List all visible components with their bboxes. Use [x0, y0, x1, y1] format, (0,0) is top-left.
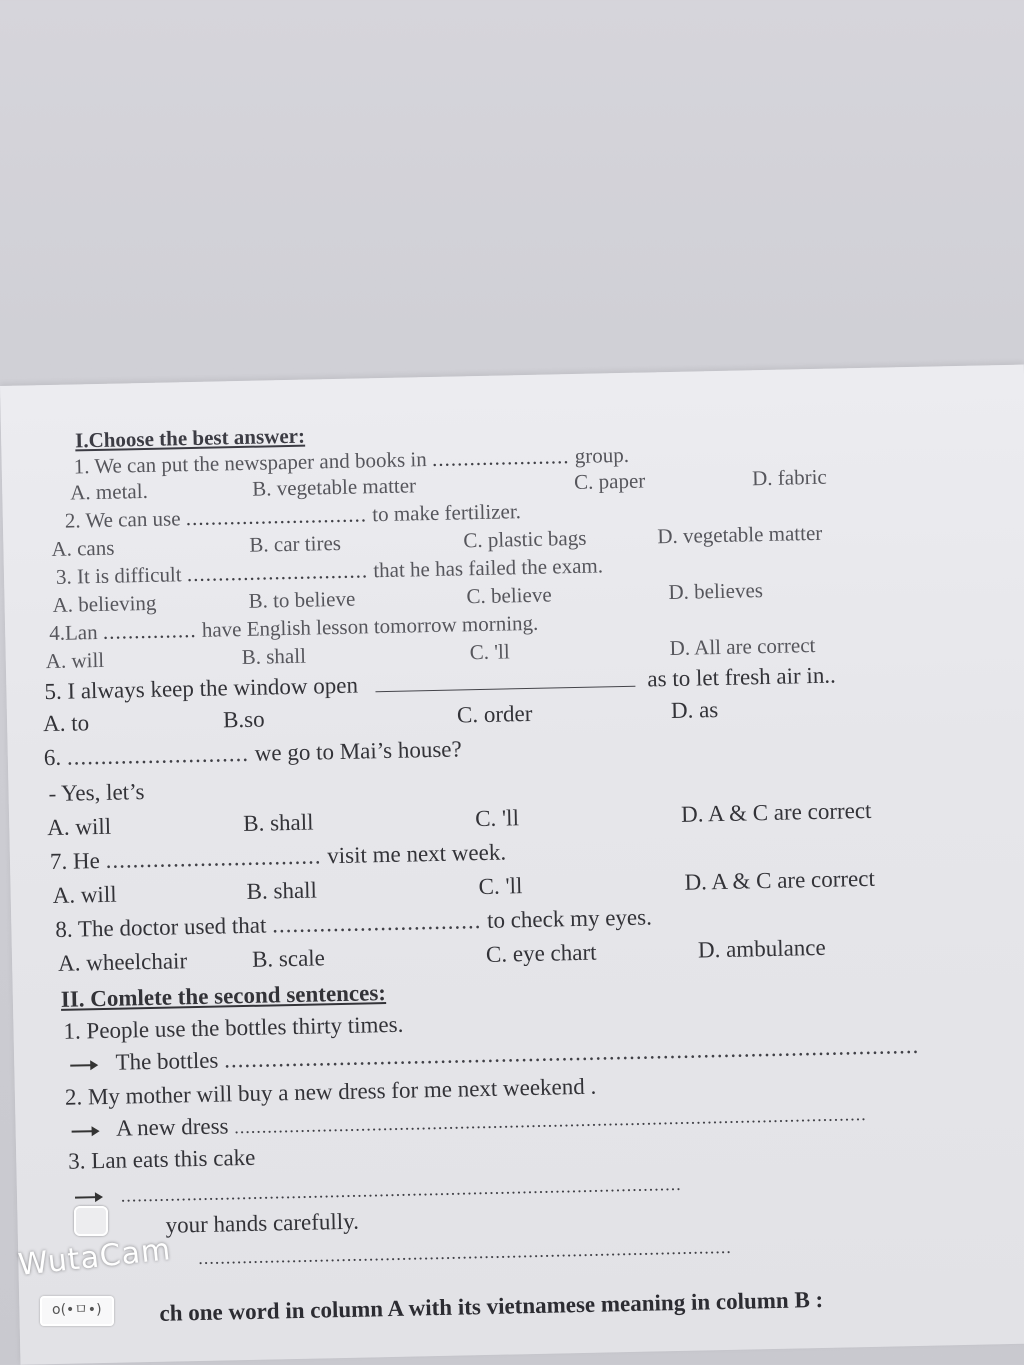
q3-option-c: C. believe	[466, 582, 552, 609]
q7-blank: ................................	[105, 843, 322, 873]
q8-option-a: A. wheelchair	[57, 948, 188, 976]
q3-tail: that he has failed the exam.	[373, 553, 604, 583]
q5-option-b: B.so	[222, 706, 265, 733]
q6-option-c: C. 'll	[474, 805, 520, 832]
q5-option-d: D. as	[670, 697, 719, 724]
s1-start: The bottles	[115, 1047, 219, 1075]
q6-option-b: B. shall	[242, 809, 314, 836]
q5-option-c: C. order	[456, 700, 533, 728]
q1-tail: group.	[574, 442, 630, 468]
q8-tail: to check my eyes.	[486, 904, 653, 933]
q7-option-c: C. 'll	[478, 873, 523, 900]
q1-option-b: B. vegetable matter	[251, 473, 417, 501]
s4-answer-line	[198, 1233, 732, 1270]
q2-option-c: C. plastic bags	[463, 525, 587, 553]
q4-stem: 4.Lan	[48, 620, 98, 646]
q7-option-d: D. A & C are correct	[684, 865, 876, 895]
s2-start: A new dress	[115, 1113, 229, 1141]
q2-stem: 2. We can use	[64, 506, 181, 533]
s4-prompt: your hands carefully.	[165, 1208, 360, 1238]
question-8	[55, 904, 652, 942]
q8-stem: 8. The doctor used that	[55, 912, 267, 942]
q6-tail: we go to Mai’s house?	[254, 736, 462, 766]
s3-blank: ......................................................................................................	[120, 1173, 682, 1206]
arrow-icon	[72, 1130, 98, 1133]
q6-option-a: A. will	[46, 813, 112, 841]
q5-stem: 5. I always keep the window open	[44, 672, 359, 705]
watermark-brand: WutaCam	[16, 1232, 173, 1283]
q6-reply: - Yes, let’s	[48, 779, 145, 807]
question-2	[65, 499, 522, 534]
s1-prompt: 1. People use the bottles thirty times.	[63, 1011, 404, 1044]
q1-option-c: C. paper	[573, 468, 646, 494]
section-2-heading: II. Comlete the second sentences:	[60, 980, 387, 1012]
q4-tail: have English lesson tomorrow morning.	[201, 610, 539, 642]
s2-prompt: 2. My mother will buy a new dress for me next weekend .	[64, 1073, 597, 1110]
watermark-emoticon: o(•ㅁ•)	[40, 1296, 114, 1326]
q3-stem: 3. It is difficult	[55, 562, 182, 589]
q2-option-a: A. cans	[51, 535, 115, 561]
q4-option-b: B. shall	[241, 643, 307, 669]
arrow-icon	[70, 1064, 96, 1067]
q1-blank: ......................	[431, 444, 570, 471]
q8-blank: ...............................	[271, 908, 482, 938]
s3-prompt: 3. Lan eats this cake	[67, 1144, 256, 1174]
q8-option-c: C. eye chart	[485, 939, 597, 967]
q3-option-d: D. believes	[668, 578, 764, 605]
q4-option-a: A. will	[45, 647, 105, 674]
q7-option-a: A. will	[52, 881, 117, 909]
question-6	[44, 736, 462, 771]
q3-blank: .............................	[186, 558, 369, 587]
q6-option-d: D. A & C are correct	[680, 797, 872, 827]
q7-option-b: B. shall	[246, 877, 318, 904]
q6-stem: 6.	[43, 744, 62, 771]
s4-blank: .................................................................................................	[198, 1236, 732, 1269]
q8-option-b: B. scale	[251, 945, 326, 972]
q6-blank: ...........................	[66, 740, 250, 770]
camera-icon	[74, 1206, 108, 1236]
q5-tail: as to let fresh air in..	[647, 662, 837, 692]
q1-option-a: A. metal.	[69, 478, 149, 505]
q4-option-c: C. 'll	[469, 639, 510, 665]
q1-option-d: D. fabric	[751, 464, 827, 491]
q4-option-d: D. All are correct	[669, 632, 816, 661]
q7-stem: 7. He	[49, 848, 101, 875]
q2-option-b: B. car tires	[249, 530, 342, 557]
arrow-icon	[75, 1196, 101, 1199]
section-1-heading: I.Choose the best answer:	[74, 423, 306, 453]
q4-blank: ...............	[102, 617, 197, 644]
s3-answer-line	[75, 1170, 682, 1209]
question-7	[50, 840, 507, 876]
q3-option-a: A. believing	[52, 590, 157, 617]
q2-tail: to make fertilizer.	[371, 499, 522, 527]
s2-blank: ...................................................................................................................	[234, 1104, 867, 1138]
s1-blank: .......................................................................................................	[223, 1032, 920, 1073]
q3-option-b: B. to believe	[248, 586, 356, 613]
q8-option-d: D. ambulance	[697, 934, 826, 963]
q5-blank-line	[375, 668, 635, 692]
q2-blank: .............................	[185, 502, 368, 531]
q1-stem: 1. We can put the newspaper and books in	[73, 447, 427, 479]
q7-tail: visit me next week.	[326, 839, 507, 869]
exam-paper	[0, 365, 1024, 1365]
q2-option-d: D. vegetable matter	[657, 520, 823, 549]
section-3-heading: ch one word in column A with its vietnamese meaning in column B :	[159, 1286, 824, 1326]
q5-option-a: A. to	[42, 710, 90, 737]
